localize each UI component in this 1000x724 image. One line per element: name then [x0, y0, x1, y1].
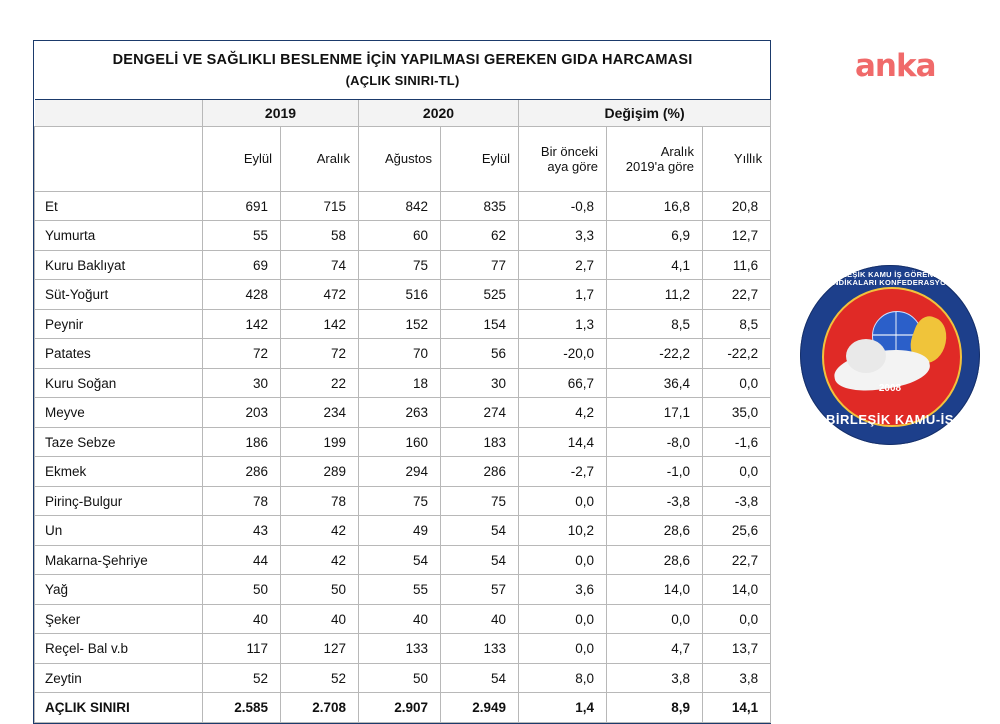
table-cell: 11,6: [703, 250, 771, 280]
table-cell: 133: [359, 634, 441, 664]
column-header-2019-eylul-label: Eylül: [243, 151, 272, 167]
table-row: [35, 368, 771, 398]
table-cell: 43: [203, 516, 281, 546]
row-label: Şeker: [35, 604, 203, 634]
table-cell: 8,0: [519, 663, 607, 693]
table-cell: 0,0: [519, 634, 607, 664]
column-header-mom-line2: aya göre: [547, 158, 598, 174]
table-cell: 18: [359, 368, 441, 398]
table-cell: 78: [281, 486, 359, 516]
table-cell: 50: [203, 575, 281, 605]
title-line-1: DENGELİ VE SAĞLIKLI BESLENME İÇİN YAPILMASI GEREKEN GIDA HARCAMASI: [112, 52, 693, 68]
table-cell: 160: [359, 427, 441, 457]
row-label: Taze Sebze: [35, 427, 203, 457]
table-cell: 50: [281, 575, 359, 605]
table-row: [35, 575, 771, 605]
table-row: [35, 191, 771, 221]
table-cell: 4,2: [519, 398, 607, 428]
table-cell: 17,1: [607, 398, 703, 428]
table-row: [35, 604, 771, 634]
table-cell: 57: [441, 575, 519, 605]
table-row: [35, 634, 771, 664]
table-cell: 294: [359, 457, 441, 487]
table-cell: 10,2: [519, 516, 607, 546]
emblem-top-text: BİRLEŞİK KAMU İŞ GÖRENLERİ SENDİKALARI KONFEDERASYONU: [822, 270, 958, 288]
table-cell: 54: [441, 663, 519, 693]
table-cell: -1,6: [703, 427, 771, 457]
table-cell: 56: [441, 339, 519, 369]
table-cell: 40: [359, 604, 441, 634]
table-cell: 8,5: [703, 309, 771, 339]
row-label: Yumurta: [35, 221, 203, 251]
title-line-2: (AÇLIK SINIRI-TL): [345, 73, 460, 89]
table-cell: 715: [281, 191, 359, 221]
table-row: [35, 516, 771, 546]
table-cell: 50: [359, 663, 441, 693]
table-cell: 286: [441, 457, 519, 487]
table-row: [35, 457, 771, 487]
fist-icon: [846, 339, 886, 373]
row-label: Zeytin: [35, 663, 203, 693]
table-cell: -3,8: [703, 486, 771, 516]
table-cell: 203: [203, 398, 281, 428]
group-header-row: [35, 99, 771, 126]
table-cell: 2.949: [441, 693, 519, 723]
table-cell: 12,7: [703, 221, 771, 251]
table-cell: 75: [359, 486, 441, 516]
table-cell: 1,3: [519, 309, 607, 339]
column-header-mom-line1: Bir önceki: [540, 143, 598, 159]
table-cell: 70: [359, 339, 441, 369]
table-cell: 117: [203, 634, 281, 664]
table-cell: 62: [441, 221, 519, 251]
table-cell: -20,0: [519, 339, 607, 369]
table-total-row: [35, 693, 771, 723]
group-header-empty: [35, 99, 203, 126]
row-label: Un: [35, 516, 203, 546]
table-cell: 263: [359, 398, 441, 428]
table-body: [35, 191, 771, 722]
table-cell: 1,7: [519, 280, 607, 310]
table-cell: 13,7: [703, 634, 771, 664]
column-header-vs-dec2019-line1: Aralık: [660, 143, 694, 159]
group-header-2019: 2019: [203, 99, 359, 126]
table-cell: 4,7: [607, 634, 703, 664]
table-cell: 52: [203, 663, 281, 693]
table-cell: 36,4: [607, 368, 703, 398]
table-cell: 152: [359, 309, 441, 339]
table-cell: -3,8: [607, 486, 703, 516]
table-cell: 72: [203, 339, 281, 369]
table-cell: 234: [281, 398, 359, 428]
table-cell: 20,8: [703, 191, 771, 221]
table-row: [35, 309, 771, 339]
row-label: Meyve: [35, 398, 203, 428]
table-cell: 2,7: [519, 250, 607, 280]
table-cell: 154: [441, 309, 519, 339]
table-cell: 28,6: [607, 516, 703, 546]
table-cell: 0,0: [519, 545, 607, 575]
table-cell: 0,0: [607, 604, 703, 634]
table-cell: 516: [359, 280, 441, 310]
row-label: Kuru Baklıyat: [35, 250, 203, 280]
column-header-2019-aralik-label: Aralık: [316, 151, 350, 167]
table-cell: 40: [203, 604, 281, 634]
column-header-item: [35, 126, 203, 191]
table-cell: 0,0: [703, 604, 771, 634]
table-cell: 0,0: [519, 486, 607, 516]
table-cell: 22: [281, 368, 359, 398]
table-cell: 14,0: [607, 575, 703, 605]
table-cell: 22,7: [703, 545, 771, 575]
table-cell: 42: [281, 516, 359, 546]
table-cell: 186: [203, 427, 281, 457]
table-cell: 28,6: [607, 545, 703, 575]
table-cell: 30: [203, 368, 281, 398]
table-cell: 75: [359, 250, 441, 280]
column-header-2020-eylul-label: Eylül: [481, 151, 510, 167]
table-cell: 14,1: [703, 693, 771, 723]
row-label: Yağ: [35, 575, 203, 605]
table-cell: 14,4: [519, 427, 607, 457]
table-cell: 58: [281, 221, 359, 251]
food-expenditure-table-container: [33, 40, 771, 724]
table-cell: 2.708: [281, 693, 359, 723]
table-cell: 14,0: [703, 575, 771, 605]
table-cell: 142: [281, 309, 359, 339]
table-cell: 472: [281, 280, 359, 310]
table-row: [35, 663, 771, 693]
table-cell: 289: [281, 457, 359, 487]
table-cell: 60: [359, 221, 441, 251]
table-cell: 78: [203, 486, 281, 516]
table-row: [35, 250, 771, 280]
table-cell: 2.907: [359, 693, 441, 723]
table-cell: 40: [281, 604, 359, 634]
row-label: Patates: [35, 339, 203, 369]
table-cell: 75: [441, 486, 519, 516]
row-label: Reçel- Bal v.b: [35, 634, 203, 664]
table-cell: 35,0: [703, 398, 771, 428]
table-cell: 3,3: [519, 221, 607, 251]
column-header-2020-agustos: [359, 126, 441, 191]
group-header-2020: 2020: [359, 99, 519, 126]
table-cell: 49: [359, 516, 441, 546]
table-cell: 6,9: [607, 221, 703, 251]
column-header-2020-eylul: [441, 126, 519, 191]
table-cell: 11,2: [607, 280, 703, 310]
table-cell: 835: [441, 191, 519, 221]
table-row: [35, 427, 771, 457]
table-cell: 428: [203, 280, 281, 310]
table-cell: 69: [203, 250, 281, 280]
table-cell: 842: [359, 191, 441, 221]
table-cell: 0,0: [703, 368, 771, 398]
table-cell: 44: [203, 545, 281, 575]
table-cell: 8,5: [607, 309, 703, 339]
row-label: Makarna-Şehriye: [35, 545, 203, 575]
table-cell: 691: [203, 191, 281, 221]
table-cell: 133: [441, 634, 519, 664]
table-cell: 25,6: [703, 516, 771, 546]
table-cell: 55: [359, 575, 441, 605]
table-cell: 54: [359, 545, 441, 575]
column-header-vs-dec2019-line2: 2019'a göre: [625, 158, 694, 174]
column-header-yearly-label: Yıllık: [733, 151, 763, 167]
table-cell: 40: [441, 604, 519, 634]
table-cell: 3,8: [607, 663, 703, 693]
table-cell: -0,8: [519, 191, 607, 221]
table-row: [35, 339, 771, 369]
row-label: Süt-Yoğurt: [35, 280, 203, 310]
table-cell: -22,2: [607, 339, 703, 369]
column-header-row: [35, 126, 771, 191]
page-title: [35, 41, 771, 99]
table-cell: -2,7: [519, 457, 607, 487]
table-cell: 52: [281, 663, 359, 693]
table-cell: 2.585: [203, 693, 281, 723]
table-cell: -1,0: [607, 457, 703, 487]
table-row: [35, 486, 771, 516]
table-cell: 199: [281, 427, 359, 457]
emblem-bottom-text: BİRLEŞİK KAMU-İŞ: [826, 412, 954, 427]
table-cell: 72: [281, 339, 359, 369]
table-cell: 66,7: [519, 368, 607, 398]
table-cell: -8,0: [607, 427, 703, 457]
table-cell: 8,9: [607, 693, 703, 723]
table-cell: 183: [441, 427, 519, 457]
row-label: Pirinç-Bulgur: [35, 486, 203, 516]
table-cell: 54: [441, 516, 519, 546]
table-row: [35, 221, 771, 251]
table-cell: 127: [281, 634, 359, 664]
column-header-yearly: [703, 126, 771, 191]
table-cell: 0,0: [703, 457, 771, 487]
table-cell: -22,2: [703, 339, 771, 369]
table-cell: 42: [281, 545, 359, 575]
table-cell: 274: [441, 398, 519, 428]
column-header-vs-dec2019: [607, 126, 703, 191]
table-row: [35, 280, 771, 310]
emblem-year: 2008: [878, 383, 902, 394]
row-label: Ekmek: [35, 457, 203, 487]
table-cell: 54: [441, 545, 519, 575]
row-label: AÇLIK SINIRI: [35, 693, 203, 723]
table-cell: 3,6: [519, 575, 607, 605]
table-cell: 3,8: [703, 663, 771, 693]
row-label: Et: [35, 191, 203, 221]
column-header-2020-agustos-label: Ağustos: [385, 151, 432, 167]
table-row: [35, 398, 771, 428]
anka-agency-logo: anka: [855, 48, 936, 84]
table-cell: 22,7: [703, 280, 771, 310]
table-cell: 16,8: [607, 191, 703, 221]
row-label: Peynir: [35, 309, 203, 339]
table-cell: 286: [203, 457, 281, 487]
table-cell: 74: [281, 250, 359, 280]
table-cell: 30: [441, 368, 519, 398]
table-cell: 1,4: [519, 693, 607, 723]
table-row: [35, 545, 771, 575]
column-header-2019-eylul: [203, 126, 281, 191]
table-cell: 525: [441, 280, 519, 310]
table-title-row: [35, 41, 771, 99]
table-cell: 77: [441, 250, 519, 280]
food-expenditure-table: [34, 41, 771, 723]
table-cell: 55: [203, 221, 281, 251]
row-label: Kuru Soğan: [35, 368, 203, 398]
column-header-2019-aralik: [281, 126, 359, 191]
table-cell: 4,1: [607, 250, 703, 280]
table-cell: 142: [203, 309, 281, 339]
table-cell: 0,0: [519, 604, 607, 634]
group-header-change: Değişim (%): [519, 99, 771, 126]
birlesik-kamu-is-emblem: [800, 265, 980, 445]
column-header-mom: [519, 126, 607, 191]
